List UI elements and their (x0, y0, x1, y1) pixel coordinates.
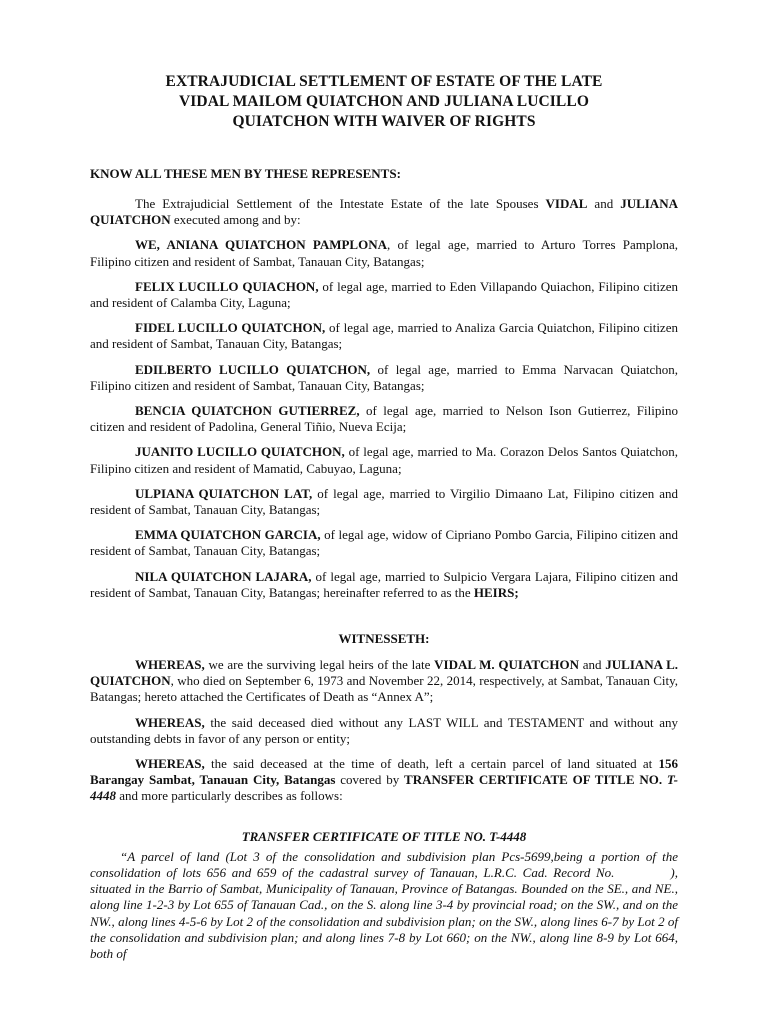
title-line-1: EXTRAJUDICIAL SETTLEMENT OF ESTATE OF THE LATE (165, 73, 603, 90)
document-title (90, 72, 678, 132)
party-description: of legal age, married to Nelson Ison Gutierrez, Filipino citizen and resident of Padolina, General Tiñio, Nueva Ecija; (90, 403, 678, 435)
party-name: EDILBERTO LUCILLO QUIATCHON, (135, 361, 371, 377)
property-address: 156 Barangay Sambat, Tanauan City, Batangas (90, 756, 678, 788)
party-description: of legal age, married to Emma Narvacan Quiatchon, Filipino citizen and resident of Sambat, Tanauan City, Batangas; (90, 361, 678, 393)
party-description: of legal age, married to Virgilio Dimaano Lat, Filipino citizen and resident of Sambat, Tanauan City, Batangas; (90, 485, 678, 518)
whereas-paragraph-2 (90, 715, 678, 747)
whereas-text: and (579, 657, 606, 673)
party-description: of legal age, widow of Cipriano Pombo Garcia, Filipino citizen and resident of Sambat, Tanauan City, Batangas; (90, 527, 679, 559)
whereas-paragraph-3 (90, 756, 678, 805)
party-name: FIDEL LUCILLO QUIATCHON, (135, 320, 326, 336)
party-name: EMMA QUIATCHON GARCIA, (135, 527, 321, 543)
whereas-paragraph-1 (90, 657, 678, 706)
party-description: , of legal age, married to Arturo Torres Pamplona, Filipino citizen and resident of Sambat, Tanauan City, Batangas; (90, 237, 678, 269)
heirs-label: HEIRS; (473, 584, 519, 600)
whereas-text: covered by (335, 772, 405, 788)
intro-name-vidal: VIDAL (545, 196, 588, 211)
party-name: BENCIA QUIATCHON GUTIERREZ, (135, 403, 360, 419)
party-paragraph (90, 403, 678, 435)
last-party-paragraph (90, 569, 678, 601)
party-description: of legal age, married to Analiza Garcia Quiatchon, Filipino citizen and resident of Sambat, Tanauan City, Batangas; (90, 320, 678, 352)
party-paragraph (90, 444, 678, 476)
tct-heading: TRANSFER CERTIFICATE OF TITLE NO. T-4448 (241, 828, 527, 844)
whereas-text: the said deceased at the time of death, left a certain parcel of land situated at (204, 756, 659, 772)
party-paragraph (90, 527, 678, 559)
party-paragraph (90, 362, 678, 394)
description-text: “A parcel of land (Lot 3 of the consolidation and subdivision plan Pcs-5699,being a portion of the consolidation of lots 656 and 659 of the cadastral survey of Tanauan, L.R.C. Cad. Record No. (90, 848, 678, 880)
party-name: WE, ANIANA QUIATCHON PAMPLONA (135, 237, 387, 253)
title-line-3: QUIATCHON WITH WAIVER OF RIGHTS (232, 113, 536, 130)
whereas-text: the said deceased died without any LAST WILL and TESTAMENT and without any outstanding debts in favor of any person or entity; (90, 714, 678, 746)
land-description (90, 849, 678, 962)
intro-paragraph (90, 196, 678, 228)
party-description: of legal age, married to Sulpicio Vergara Lajara, Filipino citizen and resident of Sambat, Tanauan City, Batangas; hereinafter referred to as the (90, 568, 679, 600)
party-name: NILA QUIATCHON LAJARA, (135, 568, 312, 584)
whereas-text: , who died on September 6, 1973 and November 22, 2014, respectively, at Sambat, Tanauan City, Batangas; hereto attached the Certificates of Death as “Annex A”; (90, 673, 678, 705)
intro-name-juliana: JULIANA QUIATCHON (90, 196, 678, 228)
whereas-label: WHEREAS, (135, 714, 205, 730)
intro-text: The Extrajudicial Settlement of the Intestate Estate of the late Spouses (135, 196, 546, 211)
deceased-name-vidal: VIDAL M. QUIATCHON (434, 657, 579, 673)
whereas-text: we are the surviving legal heirs of the late (204, 657, 435, 673)
tct-label: TRANSFER CERTIFICATE OF TITLE NO. (404, 772, 667, 788)
title-line-2: VIDAL MAILOM QUIATCHON AND JULIANA LUCILLO (179, 93, 589, 110)
party-paragraph (90, 486, 678, 518)
whereas-label: WHEREAS, (135, 657, 205, 673)
tct-number: T-4448 (90, 772, 678, 804)
know-all-heading: KNOW ALL THESE MEN BY THESE REPRESENTS: (90, 166, 401, 181)
whereas-text: and more particularly describes as follows: (116, 788, 343, 804)
description-text: ), situated in the Barrio of Sambat, Municipality of Tanauan, Province of Batangas. Bounded on the SE., and NE., along line 1-2-3 by Lot 655 of Tanauan Cad., on the S. along line 3-4 by provincial road; on the SW., and on the NW., along lines 4-5-6 by Lot 2 of the consolidation and subdivision plan; on the SW., along lines 6-7 by Lot 2 of the consolidation and subdivision plan; and along lines 7-8 by Lot 660; on the NW., along line 8-9 by Lot 664, both of (90, 864, 678, 961)
party-description: of legal age, married to Ma. Corazon Delos Santos Quiatchon, Filipino citizen and resident of Mamatid, Cabuyao, Laguna; (90, 444, 679, 476)
party-paragraph (90, 237, 678, 269)
intro-text: executed among and by: (170, 212, 301, 228)
party-paragraph (90, 320, 678, 352)
party-paragraph (90, 279, 678, 311)
party-name: FELIX LUCILLO QUIACHON, (135, 278, 319, 294)
party-description: of legal age, married to Eden Villapando Quiachon, Filipino citizen and resident of Calamba City, Laguna; (90, 278, 678, 311)
party-name: JUANITO LUCILLO QUIATCHON, (135, 444, 345, 460)
party-name: ULPIANA QUIATCHON LAT, (135, 485, 313, 501)
intro-text: and (587, 196, 621, 211)
whereas-label: WHEREAS, (135, 756, 205, 772)
witnesseth-heading: WITNESSETH: (338, 631, 430, 647)
deceased-name-juliana: JULIANA L. QUIATCHON (90, 657, 678, 689)
